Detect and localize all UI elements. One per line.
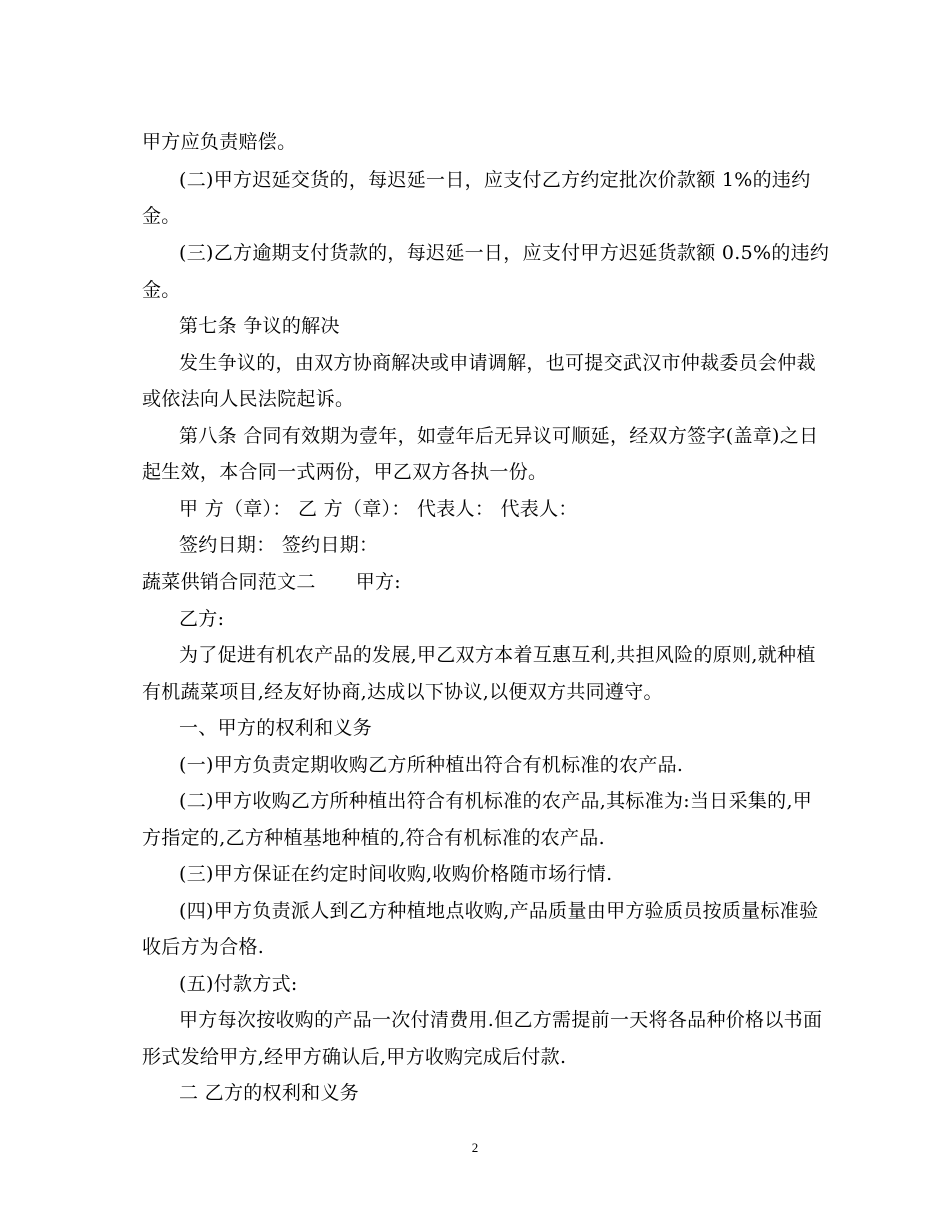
- paragraph-line: 发生争议的，由双方协商解决或申请调解，也可提交武汉市仲裁委员会仲裁: [179, 352, 816, 374]
- page-number: 2: [471, 1140, 479, 1155]
- section-heading: 第七条 争议的解决: [179, 315, 340, 337]
- paragraph-line: 起生效，本合同一式两份，甲乙双方各执一份。: [142, 461, 548, 483]
- party-a-label: 甲方:: [355, 571, 402, 593]
- paragraph-line: (三)甲方保证在约定时间收购,收购价格随市场行情.: [179, 863, 613, 885]
- document-title-line: [142, 570, 401, 594]
- paragraph-line: 形式发给甲方,经甲方确认后,甲方收购完成后付款.: [142, 1046, 567, 1068]
- paragraph-line: 金。: [142, 279, 181, 301]
- paragraph-line: (五)付款方式:: [179, 973, 298, 995]
- paragraph-line: 第八条 合同有效期为壹年，如壹年后无异议可顺延，经双方签字(盖章)之日: [179, 425, 819, 447]
- signature-line: 甲 方（章）： 乙 方（章）： 代表人： 代表人：: [179, 498, 578, 520]
- paragraph-line: 有机蔬菜项目,经友好协商,达成以下协议,以便双方共同遵守。: [142, 681, 663, 703]
- paragraph-line: 为了促进有机农产品的发展,甲乙双方本着互惠互利,共担风险的原则,就种植: [179, 644, 816, 666]
- paragraph-line: 甲方每次按收购的产品一次付清费用.但乙方需提前一天将各品种价格以书面: [179, 1009, 823, 1031]
- paragraph-line: (三)乙方逾期支付货款的，每迟延一日，应支付甲方迟延货款额 0.5%的违约: [179, 242, 830, 264]
- date-line: 签约日期： 签约日期：: [179, 534, 379, 556]
- paragraph-line: 收后方为合格.: [142, 936, 265, 958]
- paragraph-line: (二)甲方收购乙方所种植出符合有机标准的农产品,其标准为:当日采集的,甲: [179, 790, 813, 812]
- paragraph-line: (一)甲方负责定期收购乙方所种植出符合有机标准的农产品.: [179, 754, 684, 776]
- paragraph-line: 方指定的,乙方种植基地种植的,符合有机标准的农产品.: [142, 827, 605, 849]
- paragraph-line: (四)甲方负责派人到乙方种植地点收购,产品质量由甲方验质员按质量标准验: [179, 900, 819, 922]
- section-heading: 一、甲方的权利和义务: [179, 717, 373, 739]
- section-heading: 二 乙方的权利和义务: [179, 1082, 360, 1104]
- paragraph-line: 甲方应负责赔偿。: [142, 131, 297, 153]
- paragraph-line: 金。: [142, 205, 181, 227]
- document-title: 蔬菜供销合同范文二: [142, 571, 316, 593]
- paragraph-line: (二)甲方迟延交货的，每迟延一日，应支付乙方约定批次价款额 1%的违约: [179, 169, 811, 191]
- party-b-label: 乙方:: [179, 608, 225, 630]
- paragraph-line: 或依法向人民法院起诉。: [142, 388, 355, 410]
